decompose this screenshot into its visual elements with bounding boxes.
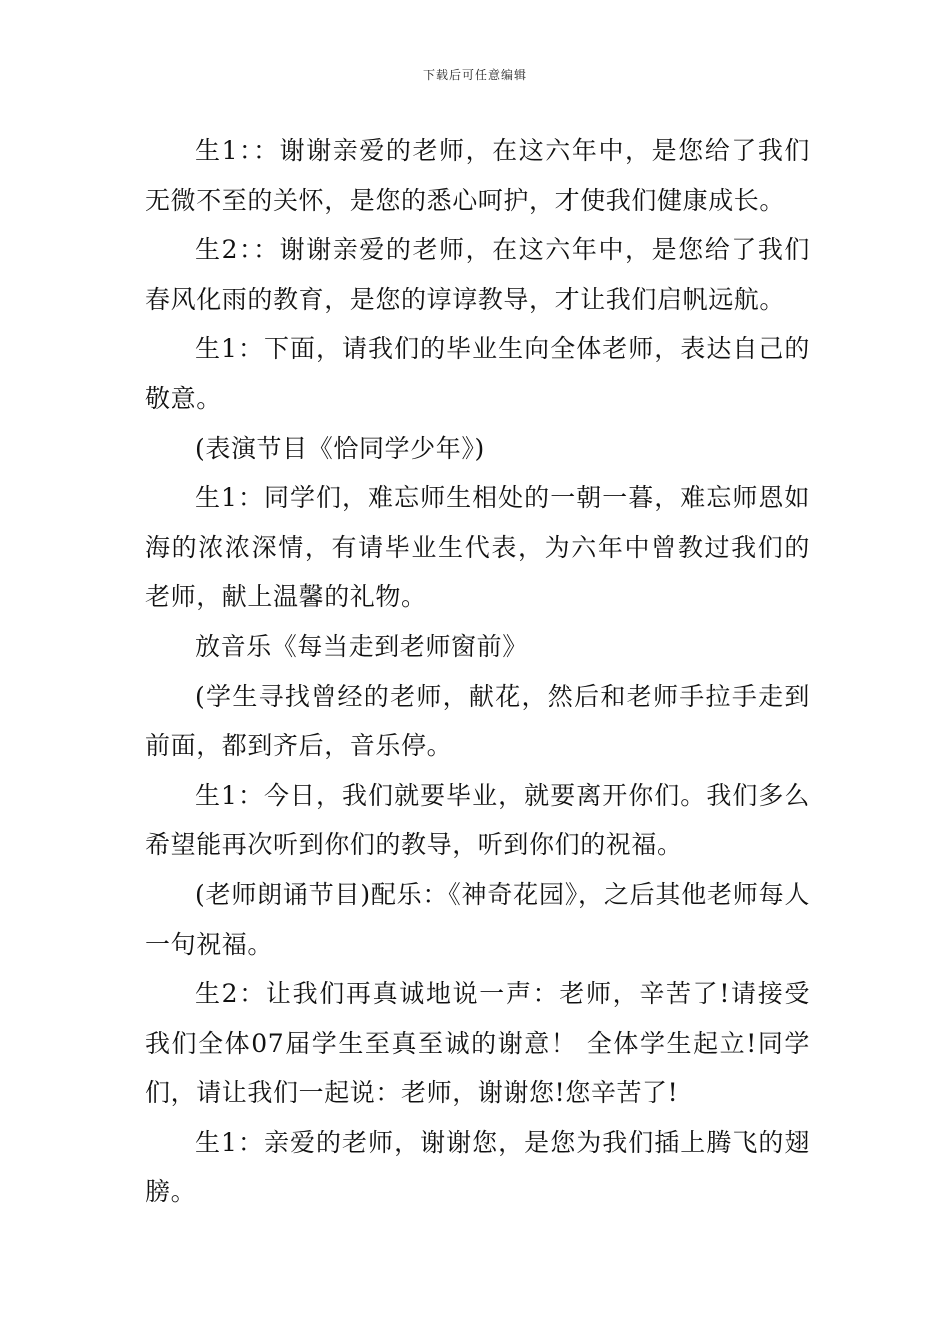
paragraph-11: 生1：亲爱的老师，谢谢您，是您为我们插上腾飞的翅膀。 — [145, 1127, 810, 1207]
paragraph-5: 生1：同学们，难忘师生相处的一朝一暮，难忘师恩如海的浓浓深情，有请毕业生代表，为六年中曾教过我们的老师，献上温馨的礼物。 — [145, 483, 810, 612]
paragraph-7: (学生寻找曾经的老师，献花，然后和老师手拉手走到前面，都到齐后，音乐停。 — [145, 681, 810, 761]
paragraph-3: 生1：下面，请我们的毕业生向全体老师，表达自己的敬意。 — [145, 334, 810, 413]
page-header: 下载后可任意编辑 — [422, 68, 527, 82]
paragraph-1: 生1：：谢谢亲爱的老师，在这六年中，是您给了我们无微不至的关怀，是您的悉心呵护，才使我们健康成长。 — [145, 136, 810, 215]
paragraph-2: 生2：：谢谢亲爱的老师，在这六年中，是您给了我们春风化雨的教育，是您的谆谆教导，才让我们启帆远航。 — [145, 235, 810, 314]
document-body — [145, 126, 810, 1217]
paragraph-8: 生1：今日，我们就要毕业，就要离开你们。我们多么希望能再次听到你们的教导，听到你们的祝福。 — [145, 780, 810, 860]
paragraph-10: 生2：让我们再真诚地说一声：老师，辛苦了!请接受我们全体07届学生至真至诚的谢意！ 全体学生起立!同学们，请让我们一起说：老师，谢谢您!您辛苦了! — [145, 979, 810, 1108]
paragraph-6: 放音乐《每当走到老师窗前》 — [195, 631, 528, 661]
paragraph-4: (表演节目《恰同学少年》) — [195, 433, 485, 463]
paragraph-9: (老师朗诵节目)配乐：《神奇花园》，之后其他老师每人一句祝福。 — [145, 879, 810, 959]
